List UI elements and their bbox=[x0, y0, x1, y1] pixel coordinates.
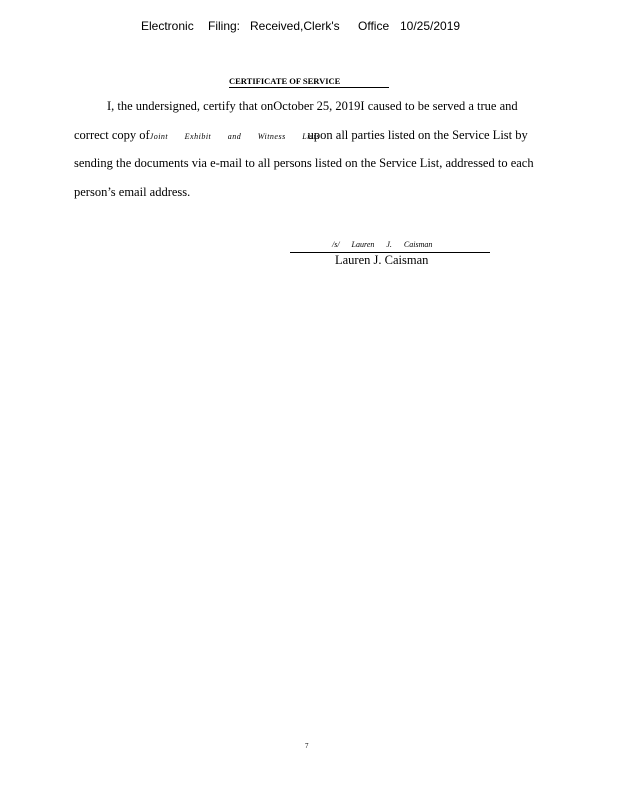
line2-prefix: correct copy of bbox=[74, 128, 150, 142]
stamp-word-filing: Filing: bbox=[208, 19, 241, 33]
body-line-1 bbox=[107, 99, 518, 114]
signer-printed-name: Lauren J. Caisman bbox=[335, 253, 429, 267]
body-line-4: person’s email address. bbox=[74, 185, 191, 199]
page-number: 7 bbox=[305, 742, 309, 750]
body-line-3: sending the documents via e-mail to all persons listed on the Service List, addressed to each bbox=[74, 156, 534, 170]
line1-suffix: I caused to be served a true and bbox=[360, 99, 518, 113]
stamp-date: 10/25/2019 bbox=[400, 19, 461, 33]
signature-block bbox=[290, 240, 490, 268]
stamp-word-electronic: Electronic bbox=[141, 19, 194, 33]
stamp-word-office: Office bbox=[358, 19, 390, 33]
document-title: CERTIFICATE OF SERVICE bbox=[229, 76, 389, 88]
line1-prefix: I, the undersigned, certify that on bbox=[107, 99, 274, 113]
line2-suffix: upon all parties listed on the Service List by bbox=[307, 128, 528, 142]
electronic-signature: /s/ Lauren J. Caisman bbox=[290, 240, 490, 253]
service-date: October 25, 2019 bbox=[273, 99, 361, 113]
served-document-title: Joint Exhibit and Witness Lists bbox=[149, 132, 320, 141]
body-line-2 bbox=[74, 128, 528, 143]
stamp-word-received: Received,Clerk's bbox=[250, 19, 340, 33]
